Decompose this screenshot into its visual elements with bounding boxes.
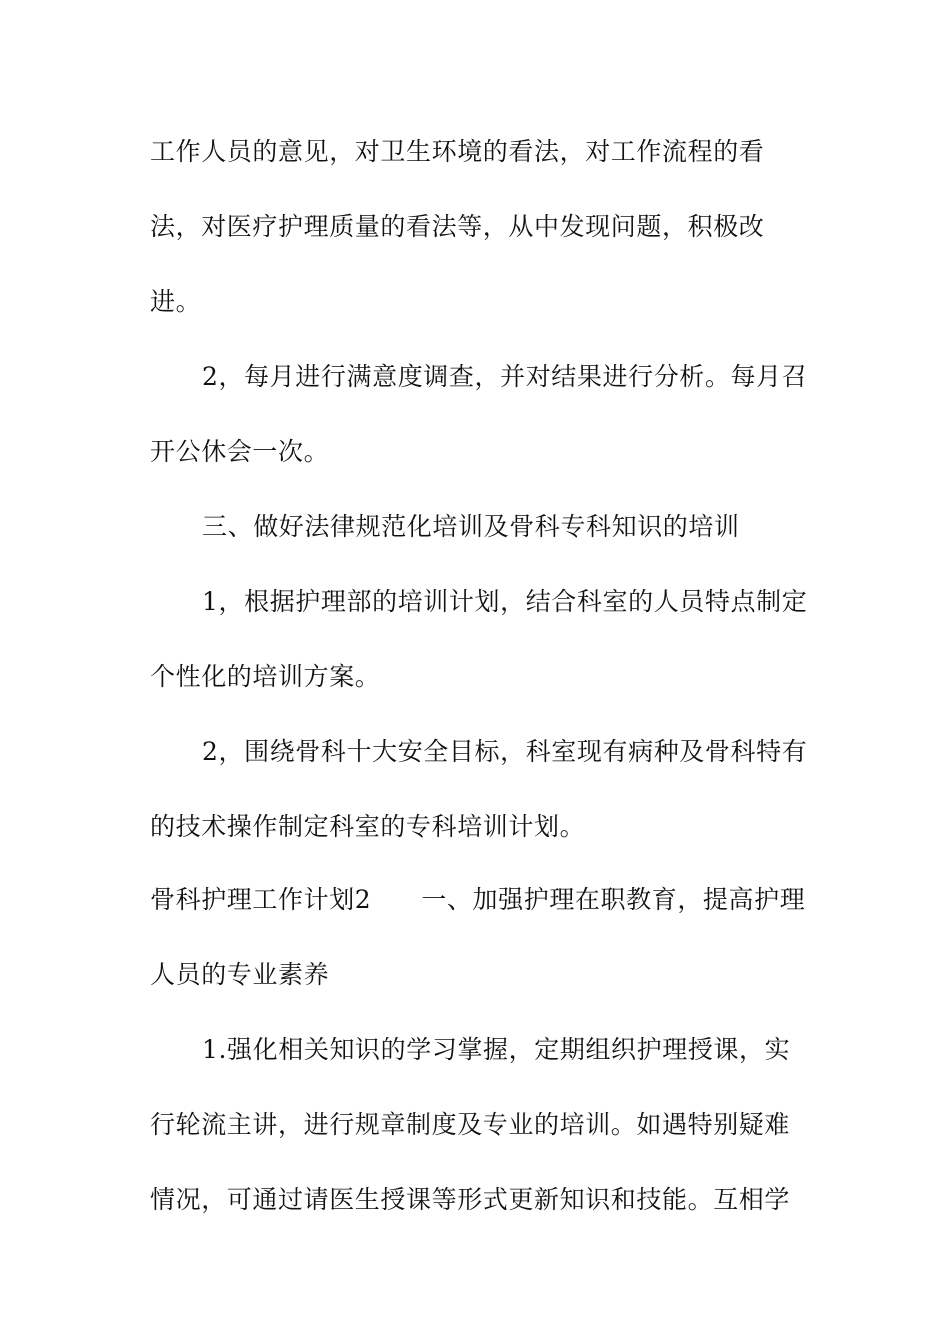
paragraph-line: 行轮流主讲，进行规章制度及专业的培训。如遇特别疑难 xyxy=(150,1110,791,1139)
paragraph-line: 1.强化相关知识的学习掌握，定期组织护理授课，实 xyxy=(202,1035,791,1064)
plan-heading-text: 一、加强护理在职教育，提高护理 xyxy=(421,885,806,914)
paragraph-line: 2，围绕骨科十大安全目标，科室现有病种及骨科特有 xyxy=(202,737,808,766)
paragraph-line: 工作人员的意见，对卫生环境的看法，对工作流程的看 xyxy=(150,137,765,166)
paragraph-line: 人员的专业素养 xyxy=(150,960,330,989)
paragraph-line: 2，每月进行满意度调查，并对结果进行分析。每月召 xyxy=(202,362,808,391)
paragraph-line: 进。 xyxy=(150,287,202,316)
paragraph-line: 情况，可通过请医生授课等形式更新知识和技能。互相学 xyxy=(150,1185,791,1214)
paragraph-line: 个性化的培训方案。 xyxy=(150,662,381,691)
section-heading: 三、做好法律规范化培训及骨科专科知识的培训 xyxy=(202,512,740,541)
paragraph-line: 法，对医疗护理质量的看法等，从中发现问题，积极改 xyxy=(150,212,765,241)
paragraph-line: 1，根据护理部的培训计划，结合科室的人员特点制定 xyxy=(202,587,808,616)
paragraph-line: 开公休会一次。 xyxy=(150,437,330,466)
plan-title: 骨科护理工作计划2 xyxy=(150,885,372,914)
plan-heading-row xyxy=(150,885,805,915)
paragraph-line: 的技术操作制定科室的专科培训计划。 xyxy=(150,812,586,841)
